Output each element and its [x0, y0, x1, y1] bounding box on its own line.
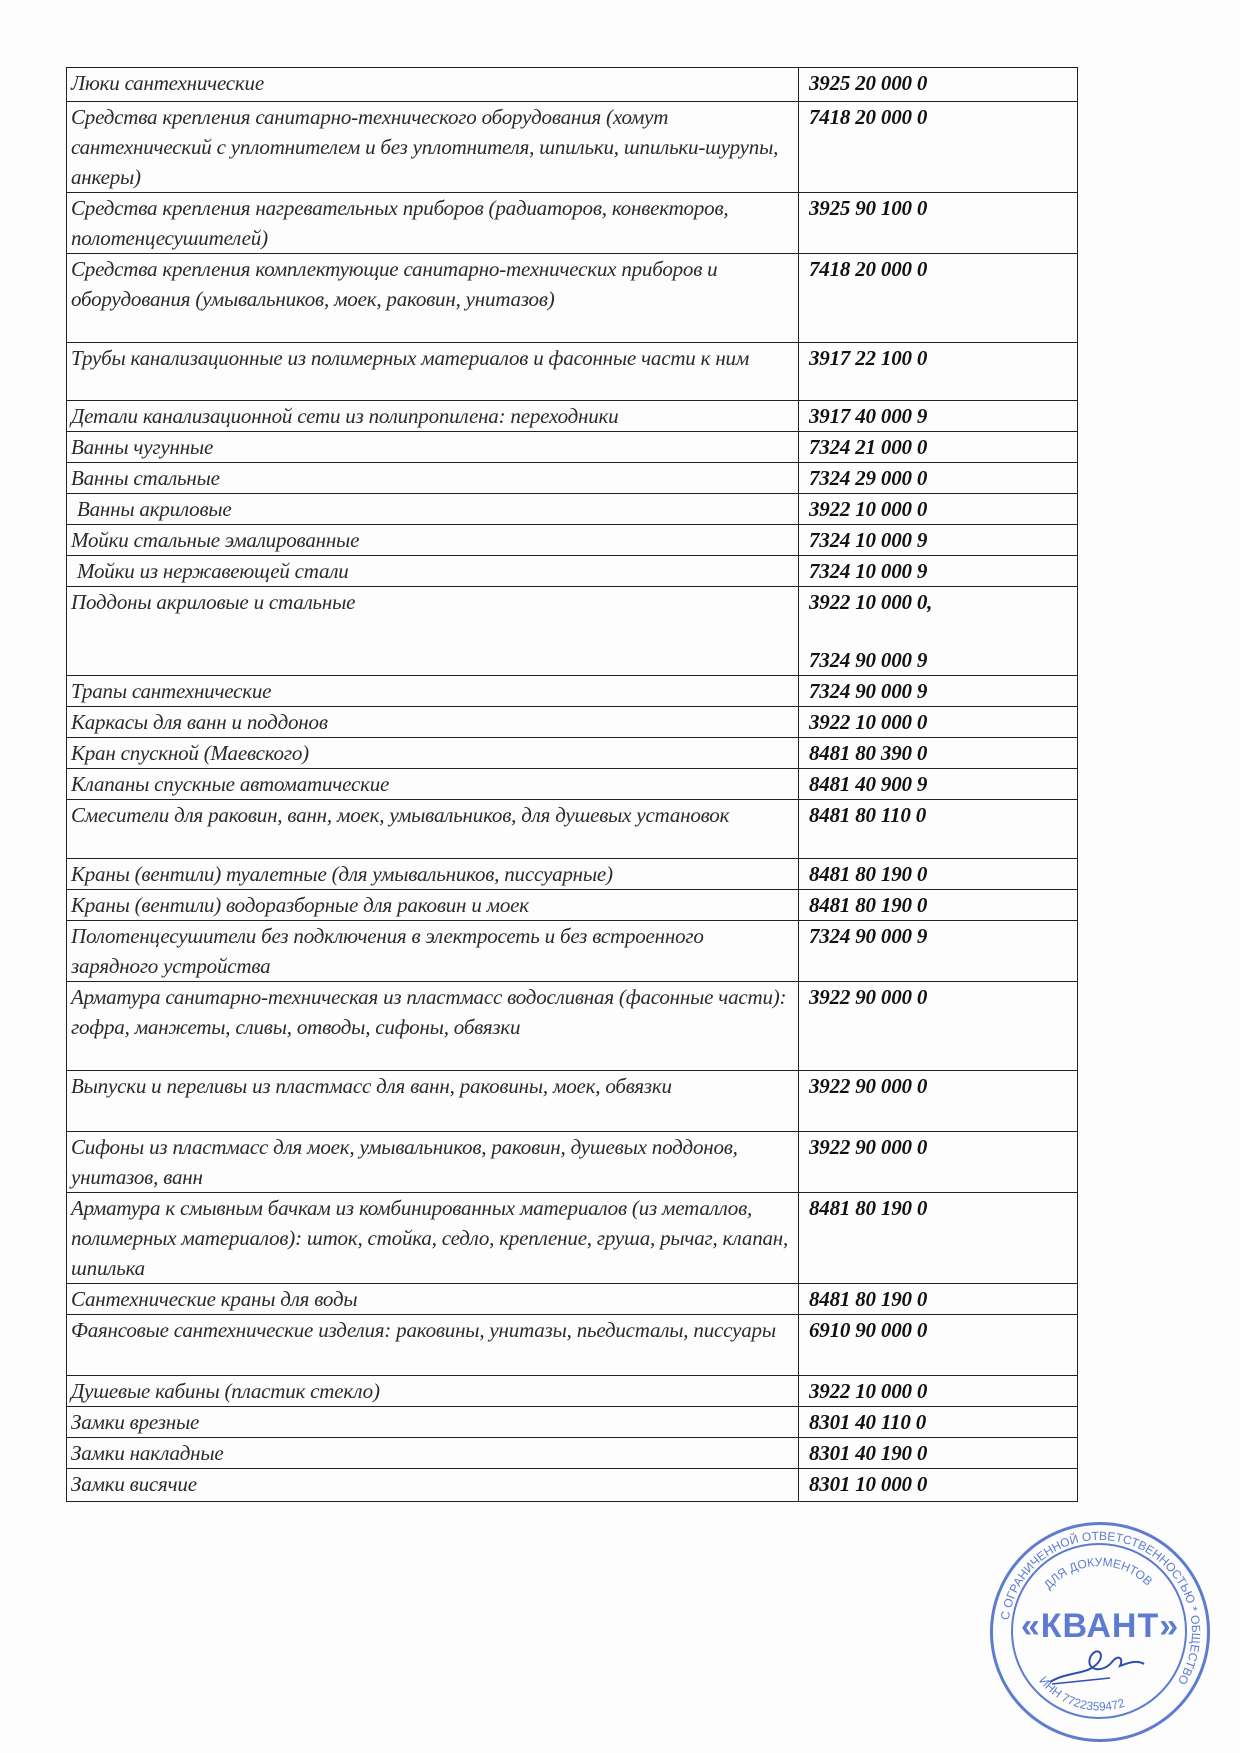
table-body: [67, 68, 1078, 1502]
signature-icon: [1040, 1640, 1150, 1690]
product-description: Трубы канализационные из полимерных материалов и фасонные части к ним: [67, 343, 799, 401]
code-value: 3922 10 000 0,: [809, 590, 933, 614]
table-row: [67, 890, 1078, 921]
table-row: [67, 432, 1078, 463]
code-value: 3922 10 000 0: [809, 497, 928, 521]
table-row: [67, 1376, 1078, 1407]
code-value: 8301 40 190 0: [809, 1441, 928, 1465]
tn-ved-code: [799, 1469, 1078, 1502]
tn-ved-code: [799, 556, 1078, 587]
code-value: 8301 40 110 0: [809, 1410, 926, 1434]
code-value: 8481 80 190 0: [809, 862, 928, 886]
tn-ved-code: [799, 525, 1078, 556]
code-value: 8481 80 110 0: [809, 803, 926, 827]
product-description: Средства крепления санитарно-технического оборудования (хомут сантехнический с уплотнителем и без уплотнителя, шпильки, шпильки-шурупы, анкеры): [67, 102, 799, 193]
product-description: Ванны стальные: [67, 463, 799, 494]
svg-text:ИНН 7722359472: ИНН 7722359472: [1036, 1673, 1127, 1714]
tn-ved-code: [799, 1376, 1078, 1407]
table-row: [67, 401, 1078, 432]
product-description: Трапы сантехнические: [67, 676, 799, 707]
table-row: [67, 1469, 1078, 1502]
code-value: 7324 90 000 9: [809, 648, 928, 672]
code-value: 8481 40 900 9: [809, 772, 928, 796]
table-row: [67, 463, 1078, 494]
table-row: [67, 343, 1078, 401]
tn-ved-code: [799, 1071, 1078, 1132]
code-value: 8301 10 000 0: [809, 1472, 928, 1496]
table-row: [67, 982, 1078, 1071]
code-value: 3922 10 000 0: [809, 1379, 928, 1403]
tn-ved-code: [799, 1315, 1078, 1376]
company-stamp: [990, 1522, 1210, 1742]
tn-ved-code: [799, 1193, 1078, 1284]
tn-ved-code: [799, 676, 1078, 707]
code-value: 7324 21 000 0: [809, 435, 928, 459]
product-description: Люки сантехнические: [67, 68, 799, 102]
product-description: Краны (вентили) туалетные (для умывальников, писсуарные): [67, 859, 799, 890]
table-row: [67, 769, 1078, 800]
tn-ved-code: [799, 1407, 1078, 1438]
table-row: [67, 1407, 1078, 1438]
tn-ved-code: [799, 921, 1078, 982]
tn-ved-code: [799, 769, 1078, 800]
product-description: Замки врезные: [67, 1407, 799, 1438]
tn-ved-code: [799, 800, 1078, 859]
table-row: [67, 1132, 1078, 1193]
product-description: Душевые кабины (пластик стекло): [67, 1376, 799, 1407]
table-row: [67, 525, 1078, 556]
tn-ved-code: [799, 982, 1078, 1071]
tn-ved-code: [799, 68, 1078, 102]
table-row: [67, 707, 1078, 738]
table-row: [67, 738, 1078, 769]
product-description: Фаянсовые сантехнические изделия: раковины, унитазы, пьедисталы, писсуары: [67, 1315, 799, 1376]
product-description: Сантехнические краны для воды: [67, 1284, 799, 1315]
table-row: [67, 556, 1078, 587]
code-value: 3917 40 000 9: [809, 404, 928, 428]
product-description: Замки накладные: [67, 1438, 799, 1469]
tn-ved-code: [799, 254, 1078, 343]
tn-ved-code: [799, 738, 1078, 769]
tn-ved-code: [799, 890, 1078, 921]
table-row: [67, 193, 1078, 254]
product-description: Замки висячие: [67, 1469, 799, 1502]
tn-ved-code: [799, 463, 1078, 494]
product-description: Выпуски и переливы из пластмасс для ванн, раковины, моек, обвязки: [67, 1071, 799, 1132]
code-value: 3922 90 000 0: [809, 1074, 928, 1098]
tn-ved-code: [799, 859, 1078, 890]
table-row: [67, 1315, 1078, 1376]
code-value: 8481 80 390 0: [809, 741, 928, 765]
code-value: 3922 90 000 0: [809, 985, 928, 1009]
code-value: 7418 20 000 0: [809, 257, 928, 281]
product-description: Смесители для раковин, ванн, моек, умывальников, для душевых установок: [67, 800, 799, 859]
table-row: [67, 800, 1078, 859]
tn-ved-code: [799, 193, 1078, 254]
code-value: 3922 90 000 0: [809, 1135, 928, 1159]
svg-text:С ОГРАНИЧЕННОЙ ОТВЕТСТВЕННОСТЬ: С ОГРАНИЧЕННОЙ ОТВЕТСТВЕННОСТЬЮ * ОБЩЕСТВО: [997, 1528, 1204, 1688]
product-description: Мойки стальные эмалированные: [67, 525, 799, 556]
tn-ved-code: [799, 401, 1078, 432]
code-value: 7418 20 000 0: [809, 105, 928, 129]
tn-ved-code: [799, 494, 1078, 525]
product-description: Каркасы для ванн и поддонов: [67, 707, 799, 738]
table-row: [67, 587, 1078, 676]
code-value: 3922 10 000 0: [809, 710, 928, 734]
product-description: Кран спускной (Маевского): [67, 738, 799, 769]
code-value: 7324 10 000 9: [809, 559, 928, 583]
product-description: Ванны чугунные: [67, 432, 799, 463]
product-description: Арматура санитарно-техническая из пластмасс водосливная (фасонные части): гофра, манжеты, сливы, отводы, сифоны, обвязки: [67, 982, 799, 1071]
tn-ved-code: [799, 343, 1078, 401]
product-description: Краны (вентили) водоразборные для раковин и моек: [67, 890, 799, 921]
product-description: Арматура к смывным бачкам из комбинированных материалов (из металлов, полимерных материалов): шток, стойка, седло, крепление, груша, рычаг, клапан, шпилька: [67, 1193, 799, 1284]
code-value: 3917 22 100 0: [809, 346, 928, 370]
tn-ved-code: [799, 707, 1078, 738]
table-row: [67, 921, 1078, 982]
code-value: 7324 90 000 9: [809, 924, 928, 948]
table-row: [67, 254, 1078, 343]
code-value: 8481 80 190 0: [809, 1287, 928, 1311]
table-row: [67, 1071, 1078, 1132]
table-row: [67, 1438, 1078, 1469]
product-description: Детали канализационной сети из полипропилена: переходники: [67, 401, 799, 432]
product-description: Сифоны из пластмасс для моек, умывальников, раковин, душевых поддонов, унитазов, ванн: [67, 1132, 799, 1193]
product-code-table: [66, 67, 1078, 1502]
table-row: [67, 68, 1078, 102]
code-value: 8481 80 190 0: [809, 1196, 928, 1220]
svg-text:ДЛЯ ДОКУМЕНТОВ: ДЛЯ ДОКУМЕНТОВ: [1041, 1554, 1156, 1592]
product-description: Поддоны акриловые и стальные: [67, 587, 799, 676]
code-value: 3925 90 100 0: [809, 196, 928, 220]
product-description: Средства крепления комплектующие санитарно-технических приборов и оборудования (умывальников, моек, раковин, унитазов): [67, 254, 799, 343]
code-value: 3925 20 000 0: [809, 71, 928, 95]
product-description: Клапаны спускные автоматические: [67, 769, 799, 800]
code-spacer: [809, 617, 1071, 645]
code-value: 8481 80 190 0: [809, 893, 928, 917]
code-value: 7324 29 000 0: [809, 466, 928, 490]
table-row: [67, 859, 1078, 890]
tn-ved-code: [799, 102, 1078, 193]
tn-ved-code: [799, 432, 1078, 463]
code-value: 7324 10 000 9: [809, 528, 928, 552]
code-value: 7324 90 000 9: [809, 679, 928, 703]
product-description: Полотенцесушители без подключения в электросеть и без встроенного зарядного устройства: [67, 921, 799, 982]
table-row: [67, 1193, 1078, 1284]
tn-ved-code: [799, 1438, 1078, 1469]
stamp-company-name: «КВАНТ»: [1020, 1607, 1180, 1645]
code-value: 6910 90 000 0: [809, 1318, 928, 1342]
product-description: Ванны акриловые: [67, 494, 799, 525]
table-row: [67, 1284, 1078, 1315]
tn-ved-code: [799, 1284, 1078, 1315]
table-row: [67, 102, 1078, 193]
tn-ved-code: [799, 587, 1078, 676]
product-description: Средства крепления нагревательных приборов (радиаторов, конвекторов, полотенцесушителей): [67, 193, 799, 254]
tn-ved-code: [799, 1132, 1078, 1193]
table-row: [67, 676, 1078, 707]
table-row: [67, 494, 1078, 525]
product-description: Мойки из нержавеющей стали: [67, 556, 799, 587]
